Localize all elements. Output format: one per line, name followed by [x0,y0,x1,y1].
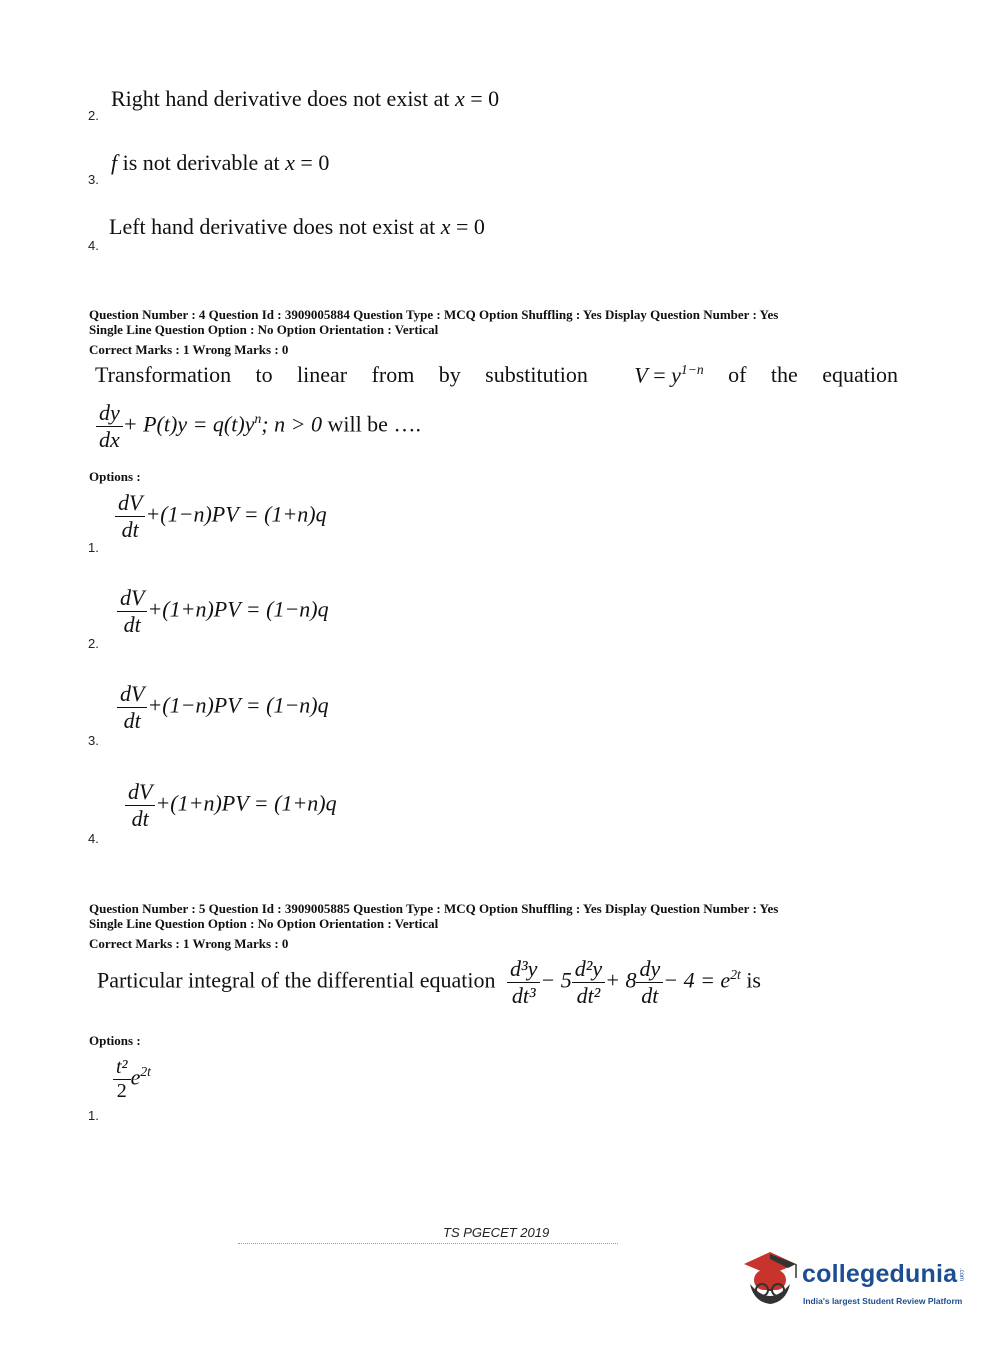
option-expression: $\frac{dV}{dt}$ +(1+n)PV = (1−n)q [117,585,329,638]
q5-meta [89,901,778,951]
option-expression: $\frac{dV}{dt}$ +(1+n)PV = (1+n)q [125,779,337,832]
option-number: 4. [88,238,99,253]
q4-options-label: Options : [89,469,141,484]
option-text: Left hand derivative does not exist at x = 0 [109,214,485,239]
q4-word: linear [297,362,348,388]
first-derivative: $\frac{dy}{dt}$ [636,956,663,1009]
collegedunia-logo[interactable] [740,1246,970,1318]
q5-meta-line1: Question Number : 5 Question Id : 3909005885 Question Type : MCQ Option Shuffling : Yes Display Question Number : Yes [89,901,779,916]
option-text: Right hand derivative does not exist at x = 0 [111,86,500,111]
q5-meta-line2: Single Line Question Option : No Option Orientation : Vertical [89,916,439,931]
option-number: 2. [88,108,99,123]
exam-name: TS PGECET 2019 [443,1225,550,1240]
q4-word: from [371,362,415,388]
footer-dotted-line [238,1243,618,1244]
q4-meta [89,307,778,357]
option-expression: $\frac{\text{t²}}{2}$ $e^{2t}$ [113,1056,151,1103]
brand-suffix: .com [958,1268,964,1282]
q4-word: Transformation [95,362,232,388]
option-number: 1. [88,1108,99,1123]
tagline: India's largest Student Review Platform [803,1296,963,1306]
brand-name: collegedunia [802,1260,958,1288]
dy-dx-fraction: $\frac{dy}{dx}$ [96,400,123,453]
q5-meta-line3: Correct Marks : 1 Wrong Marks : 0 [89,936,289,951]
graduate-cap-icon [740,1246,800,1310]
q5-question: Particular integral of the differential equation $\frac{\text{d³y}}{\text{dt³}}$ − 5 $\frac{\text{d²y}}{\text{dt²}}$ + 8 $\frac{dy}{dt}$ − $4 = e^{2t}$ is [97,956,761,1008]
q4-meta-line3: Correct Marks : 1 Wrong Marks : 0 [89,342,289,357]
option-number: 3. [88,733,99,748]
q4-word: to [255,362,273,388]
q4-question-text [95,362,898,388]
option-expression: $\frac{dV}{dt}$ +(1−n)PV = (1−n)q [117,681,329,734]
q5-question-text: Particular integral of the differential equation [97,967,496,993]
q4-equation: $\frac{dy}{dx}$ + $P(t)y = q(t)y^n$; n > 0 will be …. [96,400,421,453]
option-number: 1. [88,540,99,555]
q4-meta-line1: Question Number : 4 Question Id : 3909005884 Question Type : MCQ Option Shuffling : Yes Display Question Number : Yes [89,307,779,322]
option-number: 4. [88,831,99,846]
q4-word: the [770,362,798,388]
q4-word: of [728,362,747,388]
option-expression: $\frac{dV}{dt}$ +(1−n)PV = (1+n)q [115,490,327,543]
q4-word: by [438,362,461,388]
third-derivative: $\frac{\text{d³y}}{\text{dt³}}$ [507,956,540,1009]
second-derivative: $\frac{\text{d²y}}{\text{dt²}}$ [572,956,605,1009]
q4-meta-line2: Single Line Question Option : No Option Orientation : Vertical [89,322,439,337]
q4-substitution: $V = y^{1-n}$ [634,362,704,388]
q5-options-label: Options : [89,1033,141,1048]
option-text: f is not derivable at x = 0 [111,150,330,175]
option-number: 3. [88,172,99,187]
q4-word: equation [822,362,898,388]
option-number: 2. [88,636,99,651]
q4-word: substitution [485,362,588,388]
